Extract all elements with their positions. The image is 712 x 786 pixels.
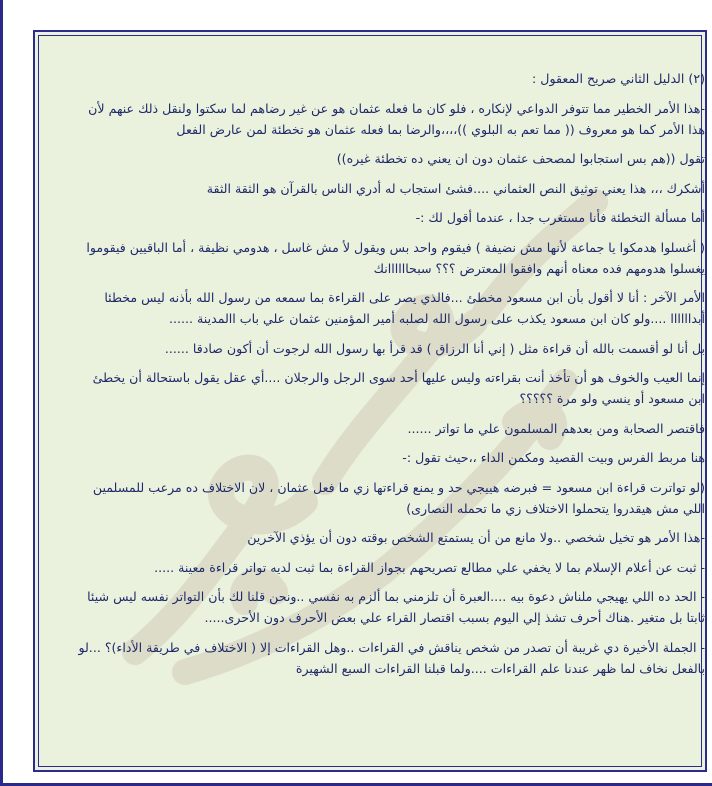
paragraph: الأمر الآخر : أنا لا أقول بأن ابن مسعود مخطئ ...فالذي يصر على القراءة بما سمعه من رسول الله بأذنه ليس مخطئا أبداااااا ....ولو كان ابن مسعود يكذب على رسول الله لصلبه أمير المؤمنين عثمان علي باب االمدينة ...... (104, 290, 705, 326)
paragraph: -هذا الأمر هو تخيل شخصي ..ولا مانع من أن يستمتع الشخص بوقته دون أن يؤذي الآخرين (247, 530, 705, 545)
paragraph: هنا مربط الفرس وبيت القصيد ومكمن الداء ،،حيث تقول :- (402, 450, 705, 465)
document-body (77, 68, 705, 687)
paragraph: بل أنا لو أقسمت بالله أن قراءة مثل ( إني أنا الرزاق ) قد قرأ بها رسول الله لرجوت أن أكون صادقا ...... (164, 340, 705, 356)
paragraph: - ثبت عن أعلام الإسلام بما لا يخفي علي مطالع تصريحهم بجواز القراءة بما ثبت لديه تواتر قراءة معينة ..... (154, 559, 705, 575)
paragraph: ( أغسلوا هدمكوا يا جماعة لأنها مش نضيفة ) فيقوم واحد بس ويقول لأ مش غاسل ، هدومي نظيفة ، أما الباقيين فيقوموا يغسلوا هدومهم فده معناه أنهم وافقوا المعترض ؟؟؟ سبحاااااانك (86, 239, 705, 276)
paragraph: - الجملة الأخيرة دي غريبة أن تصدر من شخص يناقش في القراءات ..وهل القراءات إلا ( الاختلاف في طريقة الأداء)؟ ...لو بالفعل نخاف لما ظهر عندنا علم القراءات ....ولما قبلنا القراءات السبع الشهيرة (78, 639, 705, 676)
page-frame (33, 30, 707, 772)
paragraph: إنما العيب والخوف هو أن تأخذ أنت بقراءته وليس عليها أحد سوى الرجل والرجلان ....أي عقل يقول باستحالة أن يخطئ ابن مسعود أو ينسي ولو مرة ؟؟؟؟؟ (92, 370, 705, 406)
paragraph: (لو تواترت قراءة ابن مسعود = فبرضه هييجي حد و يمنع قراءتها زي ما فعل عثمان ، لان الاختلاف ده مرعب للمسلمين اللي مش هيقدروا يتحملوا الاختلاف زي ما تحمله النصارى) (92, 479, 705, 516)
paragraph: -هذا الأمر الخطير مما تتوفر الدواعي لإنكاره ، فلو كان ما فعله عثمان هو عن غير رضاهم لما سكتوا ولنقل ذلك عنهم لأن هذا الأمر كما هو معروف (( مما تعم به البلوي ))،،،،والرضا بما فعله عثمان هو تخطئة لمن عارض الفعل (88, 100, 705, 137)
paragraph: - الحد ده اللي يهيجي ملناش دعوة بيه ....العبرة أن تلزمني بما ألزم به نفسي ..ونحن قلنا لك بأن التواتر نفسه ليس شيئا ثابتا بل متغير .هناك أحرف تشذ إلي اليوم بسبب اقتصار القراء علي بعض الأحرف دون الأحرى..... (87, 589, 705, 625)
paragraph: أما مسألة التخطئة فأنا مستغرب جدا ، عندما أقول لك :- (415, 210, 705, 225)
paragraph: أشكرك ،،، هذا يعني توثيق النص العثماني ....فشئ استجاب له أدري الناس بالقرآن هو الثقة الثقة (206, 180, 705, 196)
paragraph: تقول ((هم بس استجابوا لمصحف عثمان دون ان يعني ده تخطئة غيره)) (336, 151, 705, 166)
paragraph: فاقتصر الصحابة ومن بعدهم المسلمون علي ما تواتر ...... (407, 420, 705, 436)
section-heading: (٢) الدليل الثاني صريح المعقول : (532, 71, 705, 86)
